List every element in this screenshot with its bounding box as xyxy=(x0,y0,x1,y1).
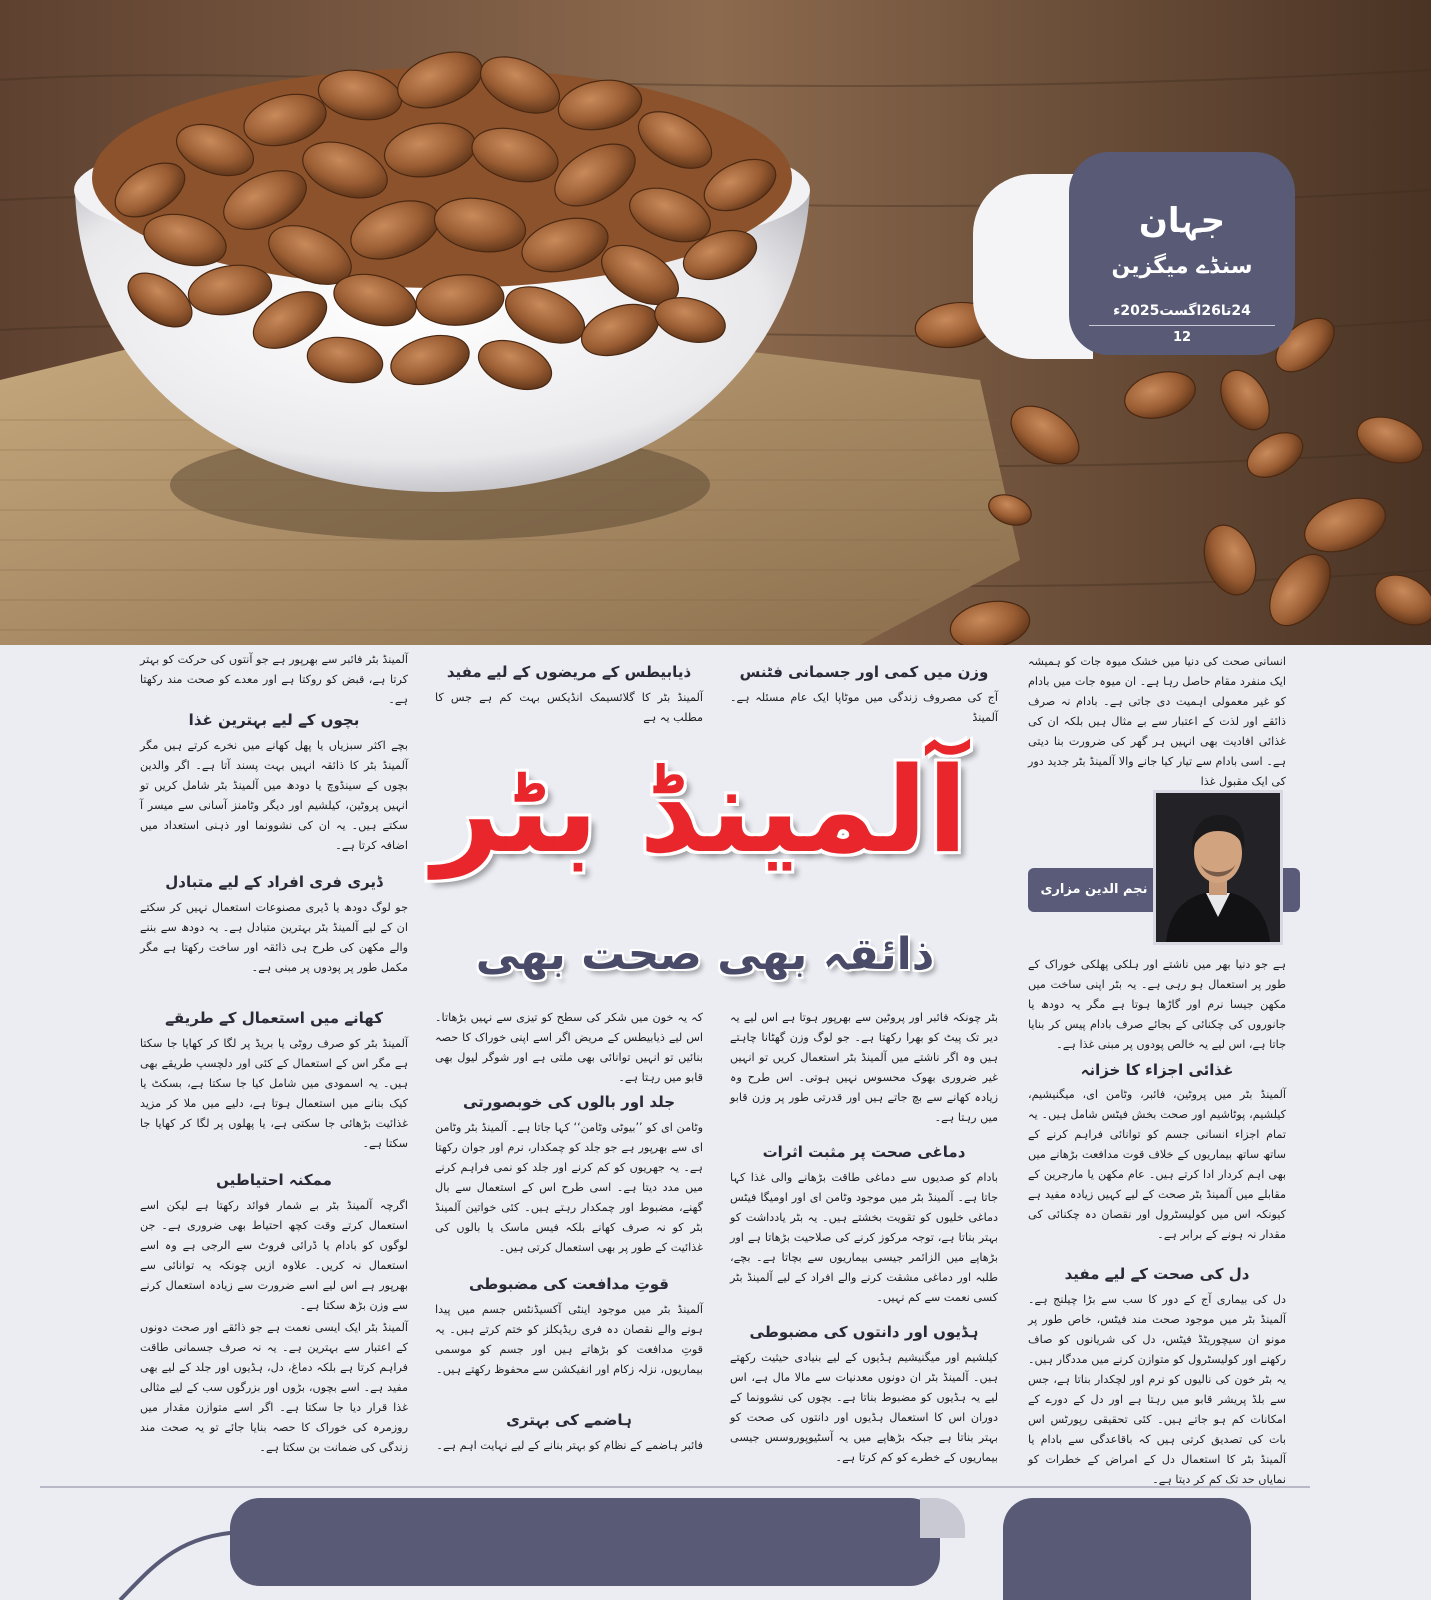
heading-heart-health: دل کی صحت کے لیے مفید xyxy=(1064,1265,1250,1283)
section-heart-health: دل کی بیماری آج کے دور کا سب سے بڑا چیلنج ہے۔ آلمینڈ بٹر میں موجود صحت مند فیٹس، خاص طور پر مونو ان سیچوریٹڈ فیٹس، دل کی شریانوں کو صاف رکھنے اور کولیسٹرول کو متوازن کرنے میں مددگار ہیں۔ یہ بٹر خون کی نالیوں کو نرم اور لچکدار بناتا ہے، جس سے بلڈ پریشر قابو میں رہتا ہے اور دل کے دورے کے امکانات کم ہو جاتے ہیں۔ کئی تحقیقی رپورٹس اس بات کی تصدیق کرتی ہیں کہ باقاعدگی سے بادام یا آلمینڈ بٹر کا استعمال دل کے امراض کے خطرات کو نمایاں حد تک کم کر دیتا ہے۔ xyxy=(1028,1293,1286,1486)
heading-bones-teeth: ہڈیوں اور دانتوں کی مضبوطی xyxy=(749,1323,979,1341)
footer-panel-tab xyxy=(920,1498,965,1538)
weight-loss-lead: آج کی مصروف زندگی میں موٹاپا ایک عام مسئلہ ہے۔ آلمینڈ xyxy=(730,691,998,724)
section-skin-hair: وٹامن ای کو ’’بیوٹی وٹامن‘‘ کہا جاتا ہے۔ آلمینڈ بٹر وٹامن ای سے بھرپور ہے جو جلد کو چمکدار، نرم اور جوان رکھتا ہے۔ یہ جھریوں کو کم کرنے اور جلد کو نمی فراہم کرنے میں مدد دیتا ہے۔ اسی طرح اس کے استعمال سے بال گھنے، مضبوط اور چمکدار رہتے ہیں۔ کئی خواتین آلمینڈ بٹر کو نہ صرف کھانے بلکہ فیس ماسک یا بالوں کی غذائیت کے طور پر بھی استعمال کرتی ہیں۔ xyxy=(435,1121,703,1254)
section-diabetes: کہ یہ خون میں شکر کی سطح کو تیزی سے نہیں بڑھاتا۔ اس لیے ذیابیطس کے مریض اگر اسے اپنی خوراک کا حصہ بنائیں تو انہیں توانائی بھی ملتی ہے اور شوگر لیول بھی قابو میں رہتا ہے۔ xyxy=(435,1011,703,1084)
heading-skin-hair: جلد اور بالوں کی خوبصورتی xyxy=(462,1093,676,1111)
author-portrait-illustration xyxy=(1156,793,1280,942)
section-nutrition: آلمینڈ بٹر میں پروٹین، فائبر، وٹامن ای، میگنیشیم، کیلشیم، پوٹاشیم اور صحت بخش فیٹس شامل ہیں۔ یہ تمام اجزاء انسانی جسم کو توانائی فراہم کرنے کے ساتھ ساتھ بیماریوں کے خلاف قوت مدافعت بڑھانے میں بھی اہم کردار ادا کرتے ہیں۔ عام مکھن یا مارجرین کے مقابلے میں آلمینڈ بٹر صحت کے لیے کہیں زیادہ مفید ہے کیونکہ اس میں کولیسٹرول اور نقصان دہ چکنائی کی مقدار نہ ہونے کے برابر ہے۔ xyxy=(1028,1088,1286,1241)
heading-nutrition: غذائی اجزاء کا خزانہ xyxy=(1080,1061,1234,1079)
section-kids-food: بچے اکثر سبزیاں یا پھل کھانے میں نخرے کرتے ہیں مگر آلمینڈ بٹر کا ذائقہ انہیں بہت پسند آتا ہے۔ اگر والدین بچوں کے سینڈوچ یا دودھ میں آلمینڈ بٹر شامل کریں تو انہیں پروٹین، کیلشیم اور دیگر وٹامنز آسانی سے میسر آ سکتے ہیں۔ یہ ان کی نشوونما اور ذہنی استعداد میں اضافہ کرتا ہے۔ xyxy=(140,739,408,852)
section-immunity: آلمینڈ بٹر میں موجود اینٹی آکسیڈنٹس جسم میں پیدا ہونے والے نقصان دہ فری ریڈیکلز کو ختم کرتے ہیں۔ یہ قوتِ مدافعت کو بڑھاتے ہیں اور جسم کو موسمی بیماریوں، نزلہ زکام اور انفیکشن سے محفوظ رکھتے ہیں۔ xyxy=(435,1303,703,1376)
heading-immunity: قوتِ مدافعت کی مضبوطی xyxy=(468,1275,670,1293)
masthead-subtitle: سنڈے میگزین xyxy=(1111,254,1253,279)
section-bones-teeth: کیلشیم اور میگنیشیم ہڈیوں کے لیے بنیادی حیثیت رکھتے ہیں۔ آلمینڈ بٹر ان دونوں معدنیات سے مالا مال ہے، اس لیے یہ ہڈیوں کو مضبوط بناتا ہے۔ بچوں کی نشوونما کے دوران اس کا استعمال ہڈیوں اور دانتوں کی صحت کو بہتر بناتا ہے جبکہ بڑھاپے میں یہ آسٹیوپوروسس جیسی بیماریوں کے خطرے کو کم کرتا ہے۔ xyxy=(730,1351,998,1464)
heading-usage: کھانے میں استعمال کے طریقے xyxy=(165,1009,383,1027)
heading-weight-loss: وزن میں کمی اور جسمانی فٹنس xyxy=(739,663,989,681)
diabetes-lead: آلمینڈ بٹر کا گلائسیمک انڈیکس بہت کم ہے جس کا مطلب یہ ہے xyxy=(435,691,703,724)
section-digestion: فائبر ہاضمے کے نظام کو بہتر بنانے کے لیے نہایت اہم ہے۔ xyxy=(436,1439,703,1452)
badge-divider xyxy=(1089,325,1275,326)
footer-panel-right xyxy=(1003,1498,1251,1600)
section-usage: آلمینڈ بٹر کو صرف روٹی یا بریڈ پر لگا کر کھایا جا سکتا ہے مگر اس کے استعمال کے کئی اور دلچسپ طریقے بھی ہیں۔ یہ اسمودی میں شامل کیا جا سکتا ہے، بسکٹ یا کیک بنانے میں استعمال ہوتا ہے، دلیے میں ملا کر مزید غذائیت بڑھائی جا سکتی ہے، یا پھلوں پر لگا کر کھایا جا سکتا ہے۔ xyxy=(140,1037,408,1150)
column1-intro: انسانی صحت کی دنیا میں خشک میوہ جات کو ہمیشہ ایک منفرد مقام حاصل رہا ہے۔ ان میوہ جات میں بادام کو غیر معمولی اہمیت دی جاتی ہے۔ بادام نہ صرف ذائقے اور لذت کے اعتبار سے بے مثال ہیں بلکہ ان کی غذائی افادیت بھی انہیں ہر گھر کی ضرورت بنا دیتی ہے۔ اسی بادام سے تیار کیا جانے والا آلمینڈ بٹر جدید دور کی ایک مقبول غذا xyxy=(1028,655,1286,788)
section-weight-loss: بٹر چونکہ فائبر اور پروٹین سے بھرپور ہوتا ہے اس لیے یہ دیر تک پیٹ کو بھرا رکھتا ہے۔ جو لوگ وزن گھٹانا چاہتے ہیں وہ اگر ناشتے میں آلمینڈ بٹر استعمال کریں تو انہیں غیر ضروری بھوک محسوس نہیں ہوتی۔ اس طرح وہ زیادہ کھانے سے بچ جاتے ہیں اور قدرتی طور پر وزن قابو میں رہتا ہے۔ xyxy=(730,1011,998,1124)
footer-panel-left xyxy=(230,1498,940,1586)
heading-dairy-free: ڈیری فری افراد کے لیے متبادل xyxy=(165,873,383,891)
section-closing: آلمینڈ بٹر ایک ایسی نعمت ہے جو ذائقے اور صحت دونوں کے اعتبار سے بہترین ہے۔ یہ نہ صرف جسمانی طاقت فراہم کرتا ہے بلکہ دماغ، دل، ہڈیوں اور جلد کے لیے بھی مفید ہے۔ اسے بچوں، بڑوں اور بزرگوں سب کے لیے مثالی غذا قرار دیا جا سکتا ہے۔ اگر اسے متوازن مقدار میں روزمرہ کی خوراک کا حصہ بنایا جائے تو یہ صحت مند زندگی کی ضمانت بن سکتا ہے۔ xyxy=(140,1321,408,1454)
issue-date: 24تا26اگست2025ء xyxy=(1113,303,1251,319)
footer-curve-ornament xyxy=(0,1530,240,1600)
author-name: نجم الدین مزاری xyxy=(1040,882,1148,897)
masthead-badge xyxy=(1069,152,1295,355)
article-title: آلمینڈ بٹر xyxy=(432,741,968,879)
section-brain-health: بادام کو صدیوں سے دماغی طاقت بڑھانے والی غذا کہا جاتا ہے۔ آلمینڈ بٹر میں موجود وٹامن ای اور اومیگا فیٹس دماغی خلیوں کو تقویت بخشتے ہیں۔ یہ بٹر یادداشت کو بہتر بناتا ہے، توجہ مرکوز کرنے کی صلاحیت بڑھاتا ہے اور بڑھاپے میں الزائمر جیسی بیماریوں سے بچاتا ہے۔ بچے، طلبہ اور دماغی مشقت کرنے والے افراد کے لیے آلمینڈ بٹر کسی نعمت سے کم نہیں۔ xyxy=(730,1171,998,1304)
column1-continuation: ہے جو دنیا بھر میں ناشتے اور ہلکی پھلکی خوراک کے طور پر استعمال ہو رہی ہے۔ یہ بٹر اپنی ساخت میں مکھن جیسا نرم اور گاڑھا ہوتا ہے مگر یہ دودھ یا جانوروں کی چکنائی کے بجائے صرف بادام پیس کر بنایا جاتا ہے، اس لیے یہ خالص پودوں پر مبنی غذا ہے۔ xyxy=(1028,958,1286,1051)
author-photo xyxy=(1153,790,1283,945)
masthead-title: جہان xyxy=(1138,201,1226,241)
heading-kids-food: بچوں کے لیے بہترین غذا xyxy=(188,711,360,729)
article-subtitle: ذائقہ بھی صحت بھی xyxy=(475,929,935,980)
section-cautions: اگرچہ آلمینڈ بٹر بے شمار فوائد رکھتا ہے لیکن اسے استعمال کرتے وقت کچھ احتیاط بھی ضروری ہے۔ جن لوگوں کو بادام یا ڈرائی فروٹ سے الرجی ہے وہ اسے استعمال نہ کریں۔ علاوہ ازیں چونکہ یہ توانائی سے بھرپور ہے اس لیے اسے ضرورت سے زیادہ استعمال کرنے سے وزن بڑھ سکتا ہے۔ xyxy=(140,1199,408,1312)
footer-rule xyxy=(40,1486,1310,1488)
heading-cautions: ممکنہ احتیاطیں xyxy=(216,1171,332,1189)
heading-diabetes: ذیابیطس کے مریضوں کے لیے مفید xyxy=(446,663,692,681)
page-number: 12 xyxy=(1172,330,1192,345)
section-dairy-free: جو لوگ دودھ یا ڈیری مصنوعات استعمال نہیں کر سکتے ان کے لیے آلمینڈ بٹر بہترین متبادل ہے۔ یہ دودھ سے بننے والے مکھن کی طرح ہی ذائقہ اور ساخت رکھتا ہے مگر مکمل طور پر پودوں پر مبنی ہے۔ xyxy=(140,901,408,974)
heading-digestion: ہاضمے کی بہتری xyxy=(506,1411,632,1429)
heading-brain-health: دماغی صحت پر مثبت اثرات xyxy=(762,1143,966,1161)
column4-intro: آلمینڈ بٹر فائبر سے بھرپور ہے جو آنتوں کی حرکت کو بہتر کرتا ہے، قبض کو روکتا ہے اور معدے کو صحت مند رکھتا ہے۔ xyxy=(140,653,408,706)
